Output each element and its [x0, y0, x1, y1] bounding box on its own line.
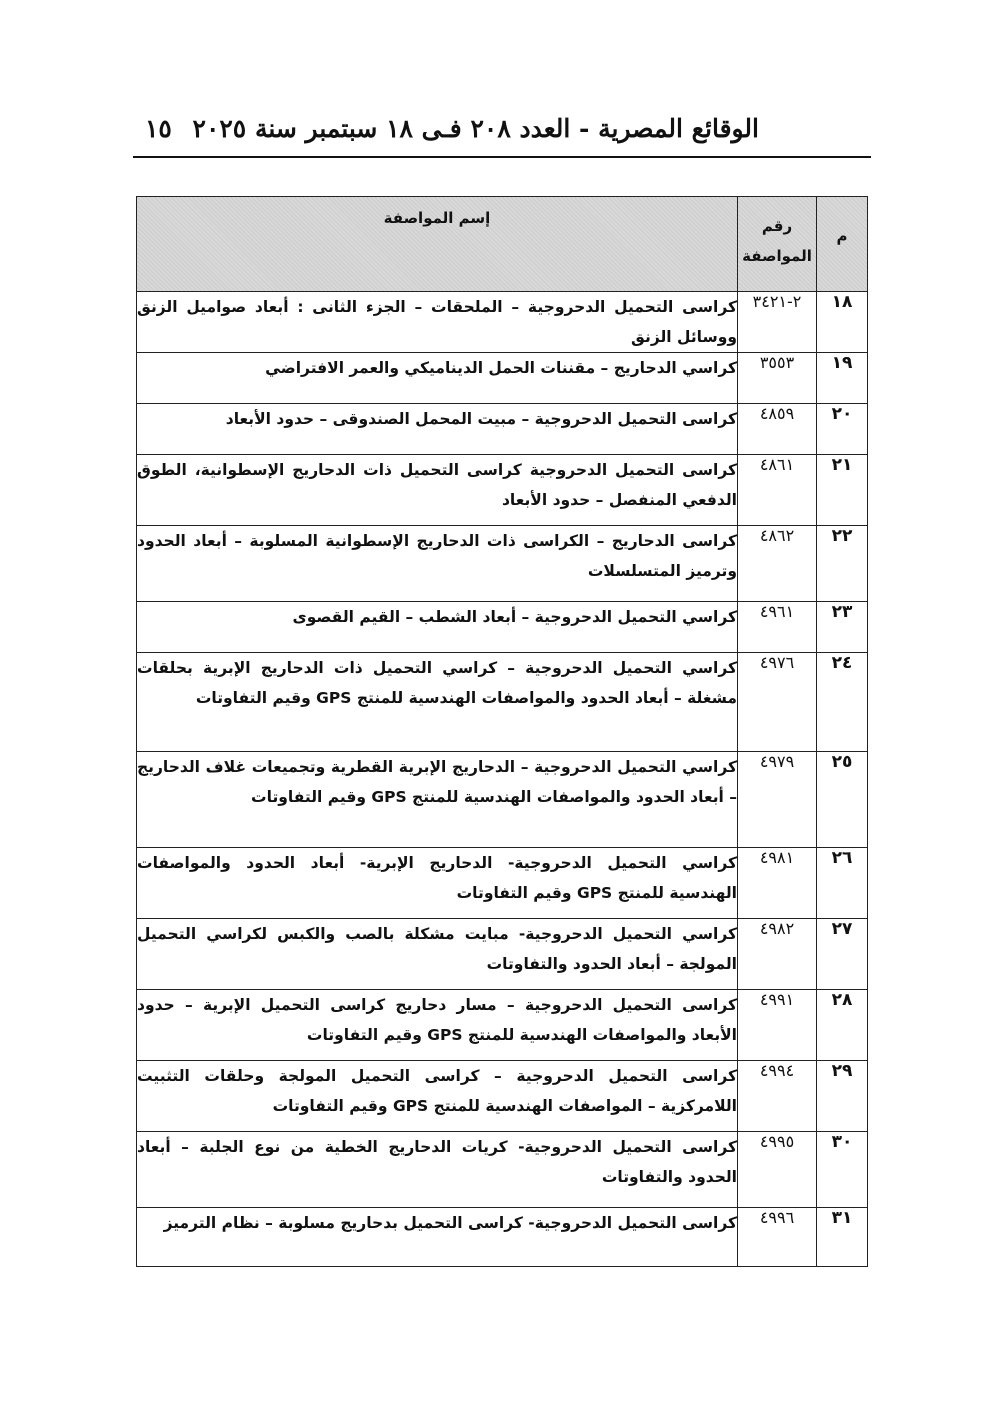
column-header-code: رقم المواصفة — [738, 197, 817, 292]
spec-name: كراسي التحميل الدحروجية- مبايت مشكلة بالصب والكبس لكراسي التحميل المولجة – أبعاد الحدود والتفاوتات — [137, 919, 738, 990]
spec-code: ٤٨٥٩ — [738, 404, 817, 455]
row-number: ٢٤ — [817, 653, 868, 752]
spec-name: كراسي التحميل الدحروجية – أبعاد الشطب – القيم القصوى — [137, 602, 738, 653]
table-row — [137, 1132, 868, 1208]
column-header-name: إسم المواصفة — [137, 197, 738, 292]
spec-code: ٤٩٩٥ — [738, 1132, 817, 1208]
spec-name: كراسى التحميل الدحروجية كراسى التحميل ذات الدحاريج الإسطوانية، الطوق الدفعي المنفصل – حدود الأبعاد — [137, 455, 738, 526]
spec-name: كراسى التحميل الدحروجية- كراسى التحميل بدحاريج مسلوبة – نظام الترميز — [137, 1208, 738, 1267]
spec-code: ٤٨٦١ — [738, 455, 817, 526]
spec-code: ٤٩٨٢ — [738, 919, 817, 990]
spec-code: ٤٩٧٦ — [738, 653, 817, 752]
spec-code: ٤٨٦٢ — [738, 526, 817, 602]
table-row — [137, 1208, 868, 1267]
row-number: ٢٦ — [817, 848, 868, 919]
table-header-row — [137, 197, 868, 292]
table-row — [137, 653, 868, 752]
gazette-title: الوقائع المصرية - العدد ٢٠٨ فـى ١٨ سبتمبر سنة ٢٠٢٥ — [192, 114, 759, 143]
row-number: ٣١ — [817, 1208, 868, 1267]
row-number: ٢٩ — [817, 1061, 868, 1132]
spec-code: ٢-٣٤٢١ — [738, 292, 817, 353]
spec-code: ٤٩٩١ — [738, 990, 817, 1061]
row-number: ٢٨ — [817, 990, 868, 1061]
spec-name: كراسي الدحاريج – مقننات الحمل الديناميكي والعمر الافتراضي — [137, 353, 738, 404]
table-row — [137, 353, 868, 404]
spec-name: كراسي التحميل الدحروجية- الدحاريج الإبرية- أبعاد الحدود والمواصفات الهندسية للمنتج GPS وقيم التفاوتات — [137, 848, 738, 919]
row-number: ٢٣ — [817, 602, 868, 653]
column-header-no: م — [817, 197, 868, 292]
spec-name: كراسى التحميل الدحروجية – كراسى التحميل المولجة وحلقات التثبيت اللامركزية – المواصفات الهندسية للمنتج GPS وقيم التفاوتات — [137, 1061, 738, 1132]
spec-name: كراسى التحميل الدحروجية – مسار دحاريج كراسى التحميل الإبرية – حدود الأبعاد والمواصفات الهندسية للمنتج GPS وقيم التفاوتات — [137, 990, 738, 1061]
table-row — [137, 292, 868, 353]
table-row — [137, 526, 868, 602]
table-row — [137, 919, 868, 990]
spec-name: كراسى التحميل الدحروجية – مبيت المحمل الصندوقى – حدود الأبعاد — [137, 404, 738, 455]
spec-name: كراسي التحميل الدحروجية – كراسي التحميل ذات الدحاريج الإبرية بحلقات مشغلة – أبعاد الحدود والمواصفات الهندسية للمنتج GPS وقيم التفاوتات — [137, 653, 738, 752]
specifications-table — [136, 196, 868, 1267]
row-number: ٣٠ — [817, 1132, 868, 1208]
page-number: ١٥ — [145, 114, 172, 143]
table-row — [137, 848, 868, 919]
page-header — [133, 108, 871, 158]
spec-code: ٣٥٥٣ — [738, 353, 817, 404]
spec-code: ٤٩٧٩ — [738, 752, 817, 848]
table-row — [137, 602, 868, 653]
spec-name: كراسي التحميل الدحروجية – الدحاريج الإبرية القطرية وتجميعات غلاف الدحاريج – أبعاد الحدود والمواصفات الهندسية للمنتج GPS وقيم التفاوتات — [137, 752, 738, 848]
spec-name: كراسى التحميل الدحروجية – الملحقات – الجزء الثانى : أبعاد صواميل الزنق ووسائل الزنق — [137, 292, 738, 353]
row-number: ٢٠ — [817, 404, 868, 455]
spec-name: كراسى الدحاريج – الكراسى ذات الدحاريج الإسطوانية المسلوبة – أبعاد الحدود وترميز المتسلسلات — [137, 526, 738, 602]
row-number: ٢٥ — [817, 752, 868, 848]
table-row — [137, 455, 868, 526]
spec-code: ٤٩٨١ — [738, 848, 817, 919]
row-number: ٢٢ — [817, 526, 868, 602]
row-number: ٢١ — [817, 455, 868, 526]
row-number: ١٩ — [817, 353, 868, 404]
table-row — [137, 990, 868, 1061]
table-row — [137, 1061, 868, 1132]
row-number: ١٨ — [817, 292, 868, 353]
spec-code: ٤٩٩٦ — [738, 1208, 817, 1267]
spec-code: ٤٩٩٤ — [738, 1061, 817, 1132]
table-row — [137, 752, 868, 848]
spec-name: كراسى التحميل الدحروجية- كريات الدحاريج الخطية من نوع الجلبة – أبعاد الحدود والتفاوتات — [137, 1132, 738, 1208]
spec-code: ٤٩٦١ — [738, 602, 817, 653]
row-number: ٢٧ — [817, 919, 868, 990]
table-row — [137, 404, 868, 455]
